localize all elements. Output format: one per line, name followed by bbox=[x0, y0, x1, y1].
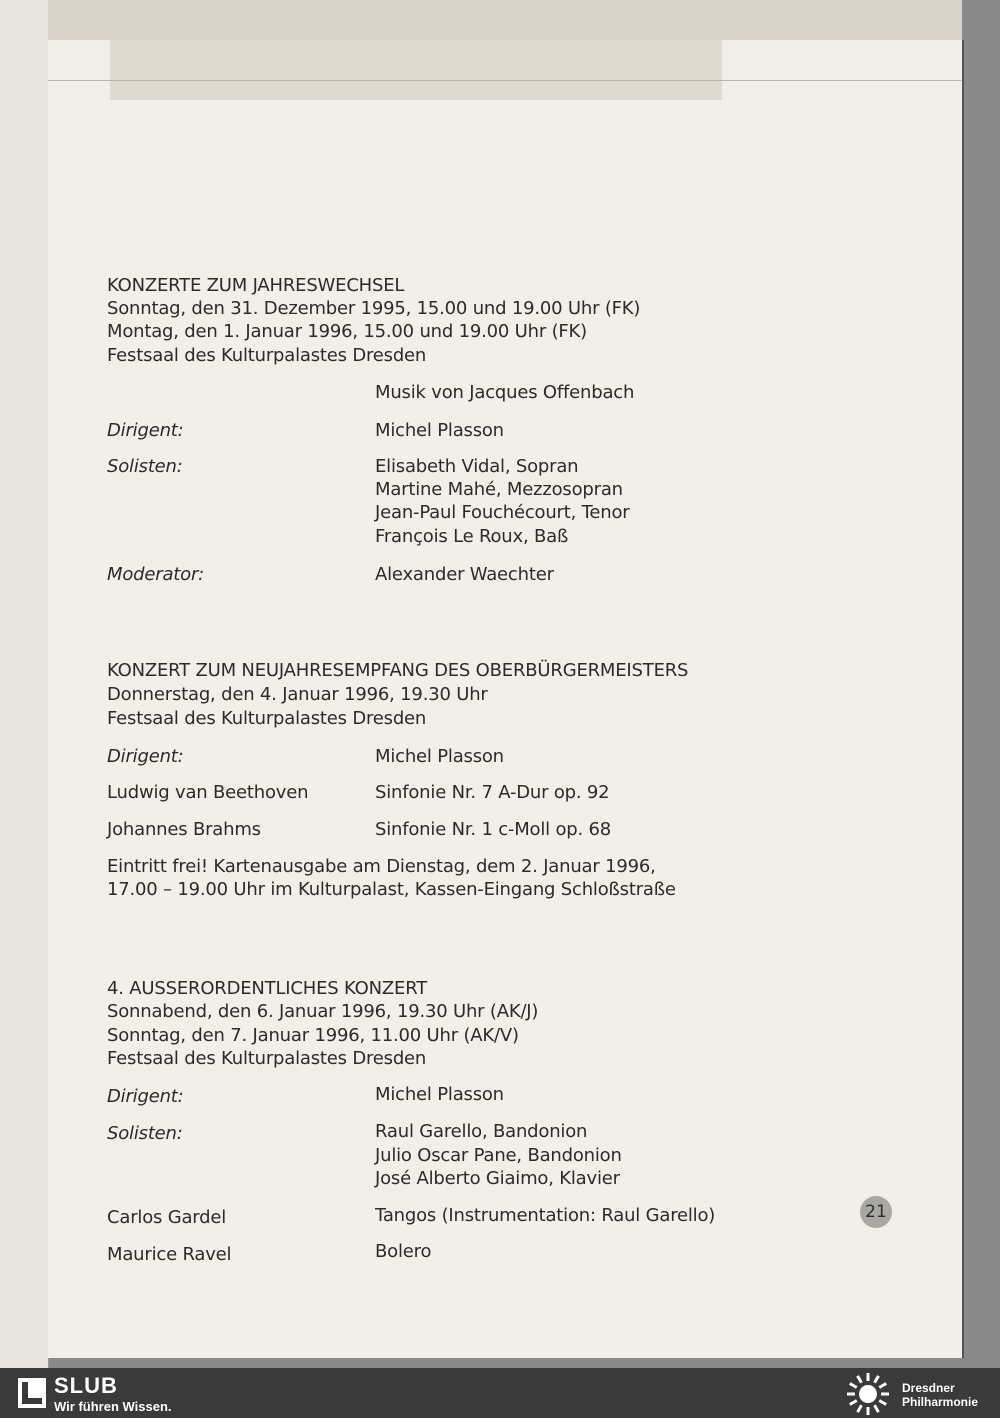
concert-date: Sonntag, den 7. Januar 1996, 11.00 Uhr (AK/V) bbox=[107, 1025, 519, 1046]
orchestra-name-line2: Philharmonie bbox=[902, 1395, 979, 1409]
soloist: Julio Oscar Pane, Bandonion bbox=[375, 1145, 622, 1166]
soloist: Jean-Paul Fouchécourt, Tenor bbox=[375, 502, 630, 523]
soloist: François Le Roux, Baß bbox=[375, 526, 569, 547]
concert-date: Donnerstag, den 4. Januar 1996, 19.30 Uhr bbox=[107, 684, 488, 705]
library-tagline: Wir führen Wissen. bbox=[54, 1399, 172, 1414]
orchestra-name bbox=[902, 1381, 978, 1409]
left-page-edge bbox=[0, 0, 49, 1368]
top-page-strip bbox=[48, 0, 962, 40]
soloist: Raul Garello, Bandonion bbox=[375, 1121, 588, 1142]
soloist: José Alberto Giaimo, Klavier bbox=[375, 1168, 620, 1189]
work-title: Sinfonie Nr. 1 c-Moll op. 68 bbox=[375, 819, 612, 840]
composer: Maurice Ravel bbox=[107, 1244, 232, 1265]
conductor-name: Michel Plasson bbox=[375, 420, 504, 441]
venue: Festsaal des Kulturpalastes Dresden bbox=[107, 708, 427, 729]
bleed-through-shadow bbox=[110, 40, 722, 100]
moderator-label: Moderator: bbox=[107, 564, 205, 585]
work-title: Bolero bbox=[375, 1241, 432, 1262]
soloist: Elisabeth Vidal, Sopran bbox=[375, 456, 579, 477]
concert-date: Sonntag, den 31. Dezember 1995, 15.00 und 19.00 Uhr (FK) bbox=[107, 298, 641, 319]
work-title: Tangos (Instrumentation: Raul Garello) bbox=[375, 1205, 716, 1226]
soloists-label: Solisten: bbox=[107, 1123, 183, 1144]
composer: Ludwig van Beethoven bbox=[107, 782, 309, 803]
concert-date: Sonnabend, den 6. Januar 1996, 19.30 Uhr (AK/J) bbox=[107, 1001, 539, 1022]
page-top-rule bbox=[48, 80, 962, 81]
composer: Johannes Brahms bbox=[107, 819, 261, 840]
moderator-name: Alexander Waechter bbox=[375, 564, 554, 585]
section-heading: KONZERT ZUM NEUJAHRESEMPFANG DES OBERBÜRGERMEISTERS bbox=[107, 660, 689, 681]
section-heading: 4. AUSSERORDENTLICHES KONZERT bbox=[107, 978, 427, 999]
philharmonie-logo-icon bbox=[842, 1372, 894, 1416]
soloist: Martine Mahé, Mezzosopran bbox=[375, 479, 623, 500]
concert-date: Montag, den 1. Januar 1996, 15.00 und 19.00 Uhr (FK) bbox=[107, 321, 587, 342]
library-name: SLUB bbox=[54, 1373, 118, 1398]
work-title: Sinfonie Nr. 7 A-Dur op. 92 bbox=[375, 782, 610, 803]
slub-logo-icon bbox=[18, 1378, 46, 1408]
ticket-note: Eintritt frei! Kartenausgabe am Dienstag, dem 2. Januar 1996, bbox=[107, 856, 656, 877]
composer: Carlos Gardel bbox=[107, 1207, 227, 1228]
conductor-label: Dirigent: bbox=[107, 1086, 184, 1107]
conductor-name: Michel Plasson bbox=[375, 1084, 504, 1105]
section-heading: KONZERTE ZUM JAHRESWECHSEL bbox=[107, 275, 405, 296]
page-number-badge: 21 bbox=[860, 1196, 892, 1228]
orchestra-name-line1: Dresdner bbox=[902, 1381, 955, 1395]
conductor-label: Dirigent: bbox=[107, 746, 184, 767]
program-note: Musik von Jacques Offenbach bbox=[375, 382, 635, 403]
soloists-label: Solisten: bbox=[107, 456, 183, 477]
venue: Festsaal des Kulturpalastes Dresden bbox=[107, 345, 427, 366]
ticket-note: 17.00 – 19.00 Uhr im Kulturpalast, Kassen-Eingang Schloßstraße bbox=[107, 879, 676, 900]
conductor-label: Dirigent: bbox=[107, 420, 184, 441]
conductor-name: Michel Plasson bbox=[375, 746, 504, 767]
venue: Festsaal des Kulturpalastes Dresden bbox=[107, 1048, 427, 1069]
